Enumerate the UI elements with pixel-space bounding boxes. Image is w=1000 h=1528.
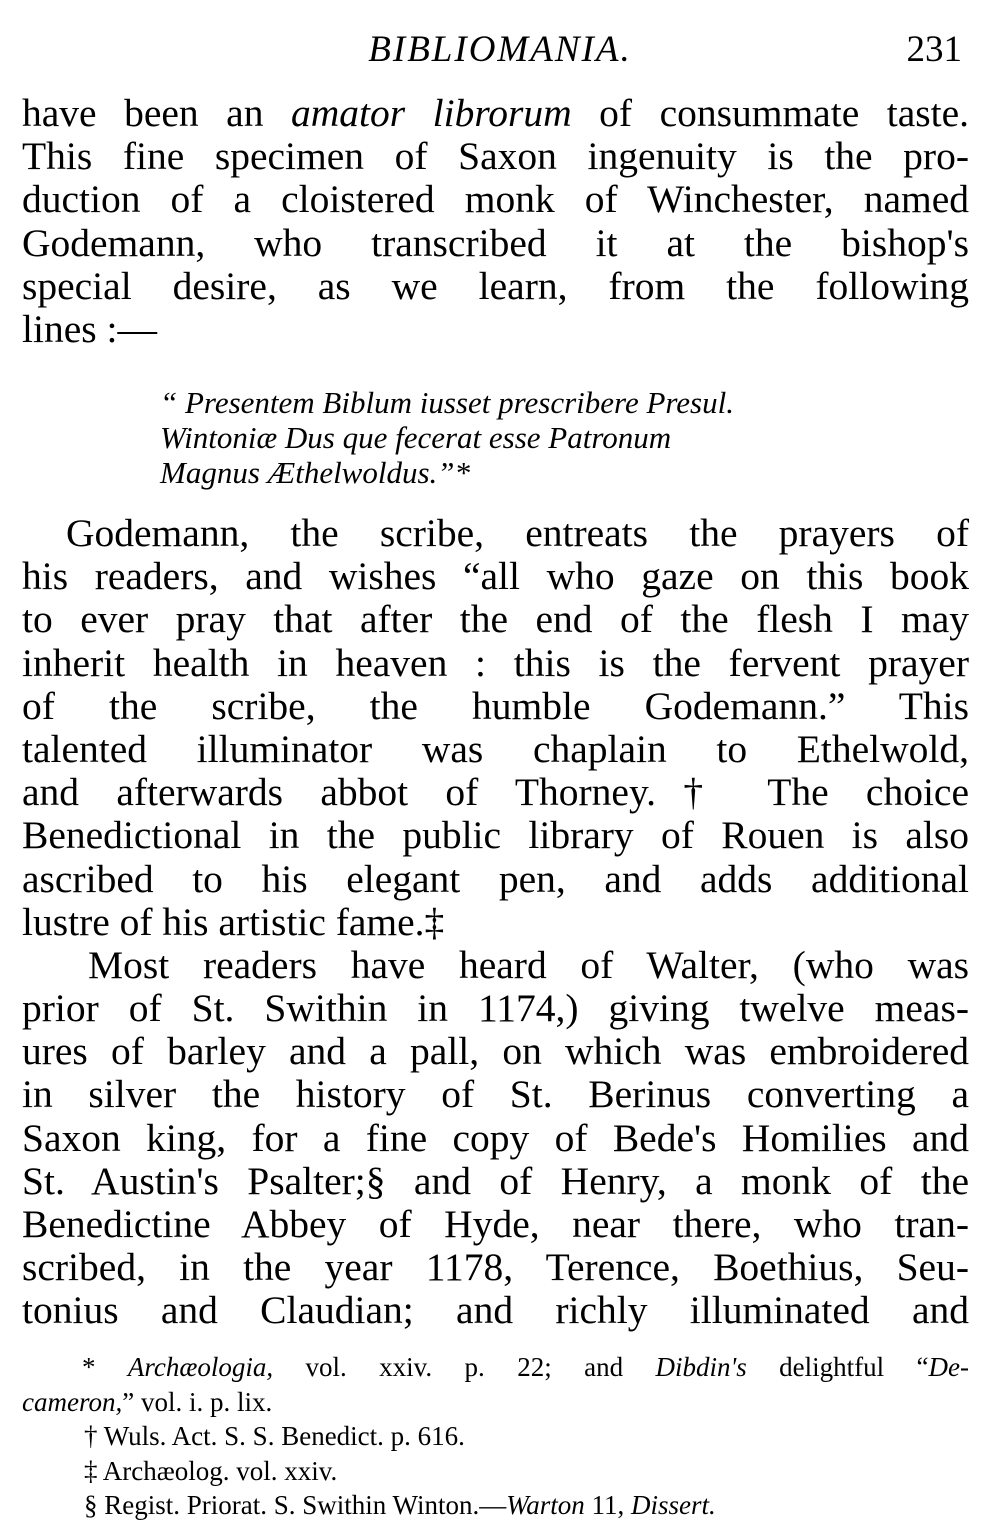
running-head: BIBLIOMANIA. <box>368 29 632 70</box>
text-line: lines :— <box>22 306 157 351</box>
footnote-1-continued: cameron,” vol. i. p. lix. <box>22 1386 273 1417</box>
text-line: St. Austin's Psalter;§ and of Henry, a monk of the <box>22 1158 969 1203</box>
text-line: inherit health in heaven : this is the fervent prayer <box>22 640 969 685</box>
text-line: special desire, as we learn, from the following <box>22 263 969 308</box>
footnote-3: ‡ Archæolog. vol. xxiv. <box>84 1455 338 1486</box>
text-line: duction of a cloistered monk of Winchester, named <box>22 177 969 222</box>
quotation-line: Wintoniæ Dus que fecerat esse Patronum <box>160 420 672 455</box>
text-line: Godemann, who transcribed it at the bishop's <box>22 220 969 265</box>
text-line: tonius and Claudian; and richly illuminated and <box>22 1288 969 1333</box>
text-line: lustre of his artistic fame.‡ <box>22 899 445 944</box>
text-line: Most readers have heard of Walter, (who was <box>88 942 969 987</box>
paragraphs-2-3 <box>22 512 969 1333</box>
text-line: ascribed to his elegant pen, and adds additional <box>22 856 969 901</box>
text-line: his readers, and wishes “all who gaze on this book <box>22 554 969 599</box>
text-line: scribed, in the year 1178, Terence, Boethius, Seu- <box>22 1245 969 1290</box>
page-header <box>0 24 1000 74</box>
text-line: ures of barley and a pall, on which was embroidered <box>22 1029 969 1074</box>
footnote-2: † Wuls. Act. S. S. Benedict. p. 616. <box>84 1421 465 1451</box>
page-number: 231 <box>906 29 962 70</box>
paragraph-1 <box>22 92 969 351</box>
text-line: Saxon king, for a fine copy of Bede's Homilies and <box>22 1115 969 1160</box>
text-line: have been an amator librorum of consummate taste. <box>22 91 970 135</box>
text-line: prior of St. Swithin in 1174,) giving twelve meas- <box>22 986 969 1031</box>
text-line: in silver the history of St. Berinus converting a <box>22 1072 969 1117</box>
quotation-line: Magnus Æthelwoldus.”* <box>160 455 471 490</box>
text-line: of the scribe, the humble Godemann.” This <box>22 683 969 728</box>
text-line: and afterwards abbot of Thorney.† The choice <box>22 770 969 815</box>
text-line: This fine specimen of Saxon ingenuity is the pro- <box>22 134 969 179</box>
footnote-4: § Regist. Priorat. S. Swithin Winton.—Warton 11, Dissert. <box>84 1490 716 1520</box>
footnotes <box>22 1350 969 1523</box>
text-line: talented illuminator was chaplain to Ethelwold, <box>22 726 969 771</box>
text-line: to ever pray that after the end of the flesh I may <box>22 597 969 642</box>
text-line: Benedictine Abbey of Hyde, near there, who tran- <box>22 1202 969 1246</box>
text-line: Benedictional in the public library of Rouen is also <box>22 813 969 858</box>
text-line: Godemann, the scribe, entreats the prayers of <box>66 511 969 555</box>
quotation-line: “ Presentem Biblum iusset prescribere Presul. <box>160 385 734 420</box>
footnote-1: * Archæologia, vol. xxiv. p. 22; and Dibdin's delightful “De- <box>82 1352 969 1382</box>
latin-quotation <box>160 385 860 490</box>
